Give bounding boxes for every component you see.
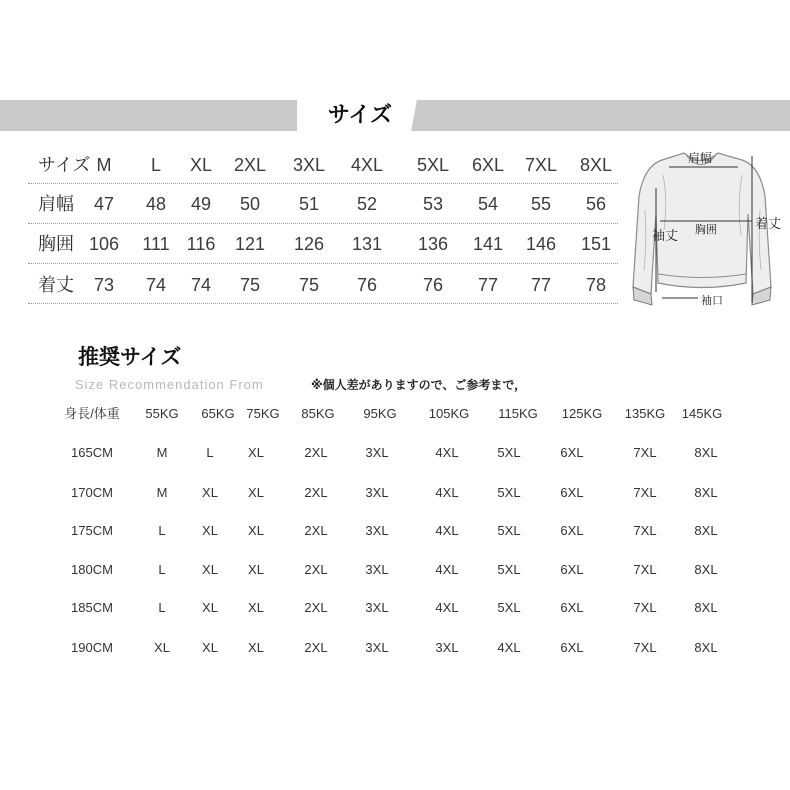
measurement-value: 73 <box>93 275 115 295</box>
sweatshirt-measurement-diagram <box>625 140 785 330</box>
measurement-value: 131 <box>351 234 383 254</box>
measurement-value: 121 <box>234 234 266 254</box>
weight-header-cell: 125KG <box>561 406 603 421</box>
measurement-value: 53 <box>422 194 444 214</box>
measurement-value: 77 <box>530 275 552 295</box>
corner-label: 身長/体重 <box>64 406 120 421</box>
recommended-size-cell: 7XL <box>633 562 657 577</box>
size-header-cell: 5XL <box>416 155 450 175</box>
measurement-value: 136 <box>417 234 449 254</box>
recommended-size-cell: 6XL <box>560 523 584 538</box>
size-header-cell: 7XL <box>524 155 558 175</box>
weight-header-cell: 55KG <box>145 406 179 421</box>
recommended-size-cell: 3XL <box>365 640 389 655</box>
size-header-cell: 6XL <box>471 155 505 175</box>
recommended-size-cell: 5XL <box>497 523 521 538</box>
recommended-size-cell: 3XL <box>365 523 389 538</box>
weight-header-cell: 115KG <box>498 406 538 421</box>
recommended-size-cell: 3XL <box>435 640 459 655</box>
measurement-value: 116 <box>186 234 216 254</box>
recommended-size-cell: 6XL <box>560 600 584 615</box>
measurement-value: 141 <box>472 234 504 254</box>
recommended-size-cell: 3XL <box>365 445 389 460</box>
size-header-label: サイズ <box>38 155 91 175</box>
measurement-value: 146 <box>525 234 557 254</box>
recommended-size-cell: 4XL <box>435 562 459 577</box>
measurement-value: 50 <box>239 194 261 214</box>
measurement-value: 74 <box>190 275 212 295</box>
height-label: 190CM <box>71 640 113 655</box>
recommended-size-cell: L <box>158 523 166 538</box>
recommended-size-cell: 2XL <box>304 562 328 577</box>
recommended-size-cell: XL <box>248 485 264 500</box>
recommended-size-cell: 4XL <box>435 485 459 500</box>
recommended-size-cell: 3XL <box>365 600 389 615</box>
size-header-cell: XL <box>189 155 213 175</box>
recommended-size-cell: XL <box>248 445 264 460</box>
recommended-size-cell: 2XL <box>304 445 328 460</box>
recommended-size-cell: M <box>156 445 168 460</box>
length-label: 着丈 <box>754 217 782 232</box>
recommended-size-cell: 2XL <box>304 523 328 538</box>
recommended-size-cell: 8XL <box>694 640 718 655</box>
weight-header-cell: 135KG <box>624 406 666 421</box>
recommended-size-cell: XL <box>154 640 170 655</box>
measurement-value: 76 <box>356 275 378 295</box>
size-header-cell: 8XL <box>579 155 613 175</box>
recommended-size-cell: M <box>156 485 168 500</box>
recommended-size-cell: 4XL <box>497 640 521 655</box>
measurement-value: 151 <box>580 234 612 254</box>
weight-header-cell: 145KG <box>681 406 723 421</box>
recommended-size-cell: L <box>206 445 214 460</box>
chest-label: 胸囲 <box>695 223 717 236</box>
recommended-size-cell: 8XL <box>694 600 718 615</box>
measurement-value: 55 <box>530 194 552 214</box>
recommended-size-cell: 6XL <box>560 640 584 655</box>
weight-header-cell: 105KG <box>428 406 470 421</box>
recommended-size-cell: 2XL <box>304 640 328 655</box>
size-header-cell: L <box>150 155 161 175</box>
recommended-size-cell: 5XL <box>497 485 521 500</box>
measurement-label: 着丈 <box>38 275 74 295</box>
page-title: サイズ <box>327 102 393 127</box>
row-divider <box>28 223 618 224</box>
measurement-value: 74 <box>145 275 167 295</box>
measurement-value: 111 <box>142 234 170 254</box>
sleeve-label: 袖丈 <box>651 229 679 244</box>
measurement-value: 77 <box>477 275 499 295</box>
shoulder-label: 肩幅 <box>687 151 713 165</box>
recommended-size-cell: L <box>158 600 166 615</box>
measurement-value: 52 <box>356 194 378 214</box>
recommended-size-cell: XL <box>202 640 218 655</box>
recommended-size-cell: 7XL <box>633 485 657 500</box>
recommended-size-cell: 8XL <box>694 485 718 500</box>
measurement-value: 51 <box>298 194 320 214</box>
recommended-size-cell: 5XL <box>497 600 521 615</box>
measurement-value: 106 <box>88 234 120 254</box>
measurement-value: 126 <box>293 234 325 254</box>
recommended-size-cell: 7XL <box>633 523 657 538</box>
measurement-value: 48 <box>145 194 167 214</box>
size-header-cell: 2XL <box>233 155 267 175</box>
recommended-size-cell: 5XL <box>497 562 521 577</box>
recommended-size-cell: XL <box>248 523 264 538</box>
height-label: 170CM <box>71 485 113 500</box>
measurement-value: 75 <box>239 275 261 295</box>
measurement-value: 54 <box>477 194 499 214</box>
measurement-value: 76 <box>422 275 444 295</box>
weight-header-cell: 75KG <box>246 406 280 421</box>
row-divider <box>28 183 618 184</box>
cuff-label: 袖口 <box>701 294 723 307</box>
size-header-cell: 3XL <box>292 155 326 175</box>
row-divider <box>28 303 618 304</box>
recommended-size-cell: 4XL <box>435 600 459 615</box>
recommended-size-cell: 3XL <box>365 562 389 577</box>
recommended-size-cell: 7XL <box>633 600 657 615</box>
recommended-size-cell: 8XL <box>694 445 718 460</box>
row-divider <box>28 263 618 264</box>
recommended-size-cell: 2XL <box>304 600 328 615</box>
measurement-value: 56 <box>585 194 607 214</box>
measurement-value: 47 <box>93 194 115 214</box>
measurement-value: 49 <box>190 194 212 214</box>
recommended-size-cell: XL <box>202 600 218 615</box>
recommendation-title: 推奨サイズ <box>78 346 182 369</box>
recommended-size-cell: 4XL <box>435 445 459 460</box>
recommended-size-cell: 3XL <box>365 485 389 500</box>
recommendation-subtitle: Size Recommendation From <box>75 377 264 392</box>
recommended-size-cell: 6XL <box>560 445 584 460</box>
measurement-label: 肩幅 <box>38 194 74 214</box>
weight-header-cell: 65KG <box>201 406 235 421</box>
recommended-size-cell: XL <box>202 562 218 577</box>
recommended-size-cell: 6XL <box>560 562 584 577</box>
recommended-size-cell: 6XL <box>560 485 584 500</box>
recommended-size-cell: XL <box>202 485 218 500</box>
recommended-size-cell: 4XL <box>435 523 459 538</box>
height-label: 165CM <box>71 445 113 460</box>
recommended-size-cell: XL <box>248 600 264 615</box>
recommended-size-cell: L <box>158 562 166 577</box>
recommended-size-cell: 7XL <box>633 445 657 460</box>
height-label: 185CM <box>71 600 113 615</box>
weight-header-cell: 85KG <box>301 406 335 421</box>
recommended-size-cell: 8XL <box>694 562 718 577</box>
recommendation-note: ※個人差がありますので、ご参考まで， <box>311 378 527 392</box>
height-label: 175CM <box>71 523 113 538</box>
recommended-size-cell: XL <box>202 523 218 538</box>
recommended-size-cell: 5XL <box>497 445 521 460</box>
measurement-value: 75 <box>298 275 320 295</box>
height-label: 180CM <box>71 562 113 577</box>
recommended-size-cell: 2XL <box>304 485 328 500</box>
measurement-label: 胸囲 <box>38 234 74 254</box>
recommended-size-cell: XL <box>248 562 264 577</box>
recommended-size-cell: 8XL <box>694 523 718 538</box>
size-header-cell: M <box>96 155 112 175</box>
recommended-size-cell: XL <box>248 640 264 655</box>
weight-header-cell: 95KG <box>363 406 397 421</box>
measurement-value: 78 <box>585 275 607 295</box>
recommended-size-cell: 7XL <box>633 640 657 655</box>
size-header-cell: 4XL <box>350 155 384 175</box>
